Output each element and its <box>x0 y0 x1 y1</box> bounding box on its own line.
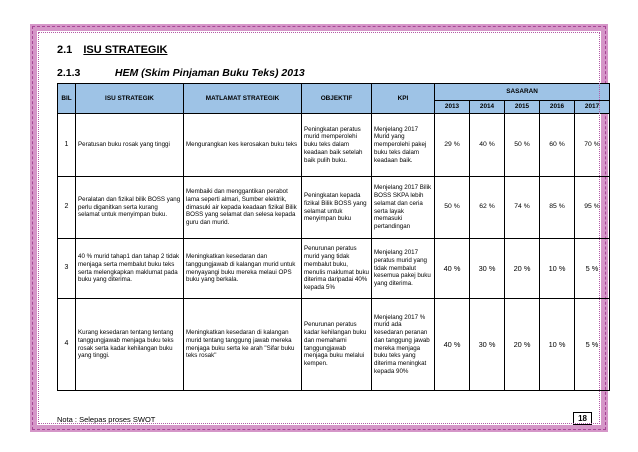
cell-kpi: Menjelang 2017 Murid yang memperolehi pakej buku teks dalam keadaan baik. <box>372 114 435 177</box>
cell-isu: 40 % murid tahap1 dan tahap 2 tidak menjaga serta membalut buku teks serta melengkapkan maklumat pada buku yang diterima. <box>76 239 184 299</box>
cell-bil: 2 <box>58 177 76 239</box>
cell-isu: Peratusan buku rosak yang tinggi <box>76 114 184 177</box>
cell-matlamat: Membaiki dan menggantikan perabot lama seperti almari, Sumber elektrik, dimasuki air kepada keadaan fizikal Bilik BOSS yang selamat dan selesa kepada guru dan murid. <box>184 177 302 239</box>
cell-target: 20 % <box>505 239 540 299</box>
cell-target: 60 % <box>540 114 575 177</box>
page-frame <box>30 24 608 432</box>
cell-target: 30 % <box>470 239 505 299</box>
cell-target: 85 % <box>540 177 575 239</box>
cell-target: 40 % <box>435 239 470 299</box>
cell-kpi: Menjelang 2017 peratus murid yang tidak membalut kesemua pakej buku yang diterima. <box>372 239 435 299</box>
cell-bil: 1 <box>58 114 76 177</box>
cell-target: 40 % <box>470 114 505 177</box>
cell-matlamat: Meningkatkan kesedaran dan tanggungjawab di kalangan murid untuk menyayangi buku mereka melaui OPS buku yang berkala. <box>184 239 302 299</box>
cell-target: 10 % <box>540 299 575 391</box>
header-kpi: KPI <box>372 84 435 114</box>
table-row <box>58 114 610 177</box>
cell-target: 74 % <box>505 177 540 239</box>
strategic-issues-table <box>57 83 610 391</box>
subsection-title: HEM (Skim Pinjaman Buku Teks) 2013 <box>114 67 305 79</box>
cell-matlamat: Meningkatkan kesedaran di kalangan murid tentang tanggung jawab mereka menjaga buku serta ke arah "Sifar buku teks rosak" <box>184 299 302 391</box>
header-isu: ISU STRATEGIK <box>76 84 184 114</box>
header-matlamat: MATLAMAT STRATEGIK <box>184 84 302 114</box>
cell-bil: 4 <box>58 299 76 391</box>
cell-kpi: Menjelang 2017 % murid ada kesedaran peranan dan tanggung jawab mereka menjaga buku teks yang diterima meningkat kepada 90% <box>372 299 435 391</box>
subsection-heading <box>57 67 305 79</box>
cell-bil: 3 <box>58 239 76 299</box>
page-number: 18 <box>573 412 592 425</box>
cell-target: 50 % <box>505 114 540 177</box>
cell-target: 70 % <box>575 114 610 177</box>
cell-objektif: Peningkatan kepada fizikal Bilik BOSS yang selamat untuk menyimpan buku <box>302 177 372 239</box>
cell-target: 50 % <box>435 177 470 239</box>
cell-target: 20 % <box>505 299 540 391</box>
header-year: 2014 <box>470 101 505 114</box>
cell-target: 40 % <box>435 299 470 391</box>
subsection-number: 2.1.3 <box>57 67 81 79</box>
table-row <box>58 299 610 391</box>
cell-target: 62 % <box>470 177 505 239</box>
section-number: 2.1 <box>57 44 73 56</box>
section-title: ISU STRATEGIK <box>83 44 168 56</box>
header-year: 2013 <box>435 101 470 114</box>
header-sasaran: SASARAN <box>435 84 610 101</box>
cell-objektif: Penurunan peratus murid yang tidak membalut buku, menulis maklumat buku diterima daripadai 40% kepada 5% <box>302 239 372 299</box>
cell-target: 10 % <box>540 239 575 299</box>
table-row <box>58 239 610 299</box>
header-year: 2017 <box>575 101 610 114</box>
cell-kpi: Menjelang 2017 Bilik BOSS SKPA lebih selamat dan ceria serta layak memasuki pertandingan <box>372 177 435 239</box>
cell-isu: Kurang kesedaran tentang tentang tanggungjawab menjaga buku teks rosak serta kadar kehilangan buku yang tinggi. <box>76 299 184 391</box>
cell-objektif: Penurunan peratus kadar kehilangan buku dan memahami tanggungjawab menjaga buku melalui kempen. <box>302 299 372 391</box>
cell-target: 95 % <box>575 177 610 239</box>
header-year: 2016 <box>540 101 575 114</box>
table-row <box>58 177 610 239</box>
cell-target: 5 % <box>575 239 610 299</box>
cell-target: 29 % <box>435 114 470 177</box>
cell-target: 5 % <box>575 299 610 391</box>
cell-target: 30 % <box>470 299 505 391</box>
cell-matlamat: Mengurangkan kes kerosakan buku teks <box>184 114 302 177</box>
header-objektif: OBJEKTIF <box>302 84 372 114</box>
section-heading <box>57 44 168 56</box>
footnote: Nota : Selepas proses SWOT <box>57 415 156 424</box>
header-bil: BIL <box>58 84 76 114</box>
cell-isu: Peralatan dan fizikal bilik BOSS yang perlu diganitkan serta kurang selamat untuk menyimpan buku. <box>76 177 184 239</box>
header-year: 2015 <box>505 101 540 114</box>
cell-objektif: Peningkatan peratus murid memperolehi buku teks dalam keadaan baik setelah baik pulih buku. <box>302 114 372 177</box>
